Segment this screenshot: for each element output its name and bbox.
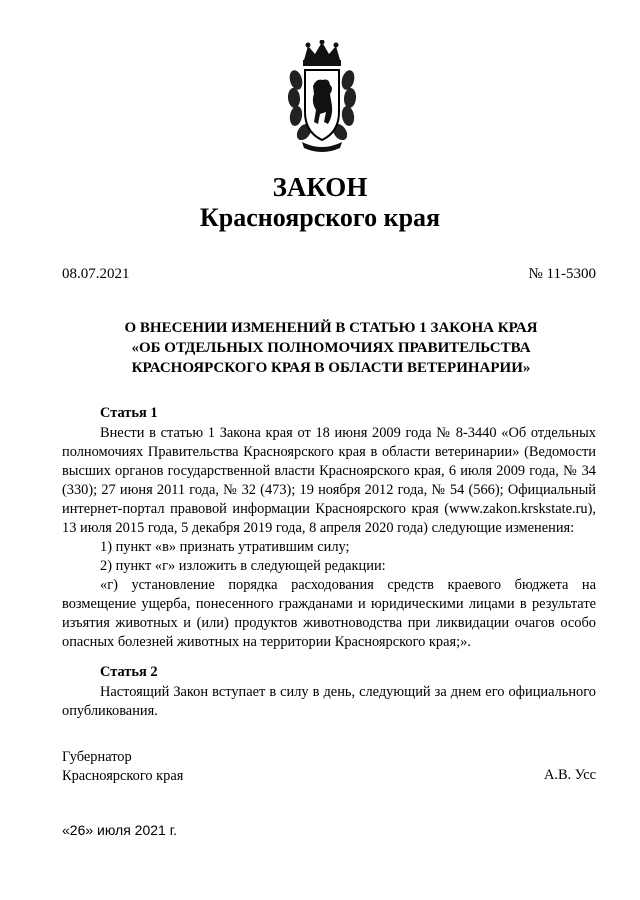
signature-position-line: Губернатор — [62, 749, 132, 765]
article-2 — [62, 663, 596, 721]
coat-of-arms-emblem — [288, 40, 356, 152]
document-date: 08.07.2021 — [62, 266, 130, 282]
article-1-title: Статья 1 — [100, 405, 158, 421]
article-1 — [62, 404, 596, 652]
law-heading-line: О ВНЕСЕНИИ ИЗМЕНЕНИЙ В СТАТЬЮ 1 ЗАКОНА КРАЯ — [124, 320, 538, 336]
signature-position-line: Красноярского края — [62, 768, 184, 784]
signed-date: «26» июля 2021 г. — [62, 822, 178, 838]
document-number: № 11-5300 — [528, 266, 596, 282]
signature-position — [62, 748, 183, 786]
law-heading-line: КРАСНОЯРСКОГО КРАЯ В ОБЛАСТИ ВЕТЕРИНАРИИ» — [131, 360, 531, 376]
article-1-item-2-text: «г) установление порядка расходования средств краевого бюджета на возмещение ущерба, понесенного гражданами и юридическими лицами в результате изъятия животных и (или) продуктов животноводства при ликвидации очагов особо опасных болезней животных на территории Красноярского края;». — [62, 577, 596, 650]
law-heading — [62, 318, 600, 378]
document-subtitle: Красноярского края — [199, 203, 441, 232]
article-1-intro: Внести в статью 1 Закона края от 18 июня 2009 года № 8-3440 «Об отдельных полномочиях Правительства Красноярского края в области ветеринарии» (Ведомости высших органов государственной власти Красноярского края, 6 июля 2009 года, № 34 (330); 27 июня 2011 года, № 32 (473); 19 ноября 2012 года, № 54 (566); Официальный интернет-портал правовой информации Красноярского края (www.zakon.krskstate.ru), 13 июля 2015 года, 5 декабря 2019 года, 8 апреля 2020 года) следующие изменения: — [62, 425, 596, 536]
document-title: ЗАКОН — [272, 172, 368, 202]
law-heading-line: «ОБ ОТДЕЛЬНЫХ ПОЛНОМОЧИЯХ ПРАВИТЕЛЬСТВА — [131, 340, 531, 356]
article-1-item-1: 1) пункт «в» признать утратившим силу; — [100, 539, 350, 555]
signature-name: А.В. Усс — [543, 767, 596, 783]
article-2-text: Настоящий Закон вступает в силу в день, следующий за днем его официального опубликования. — [62, 684, 596, 719]
article-2-title: Статья 2 — [100, 664, 158, 680]
article-1-item-2: 2) пункт «г» изложить в следующей редакции: — [100, 558, 386, 574]
